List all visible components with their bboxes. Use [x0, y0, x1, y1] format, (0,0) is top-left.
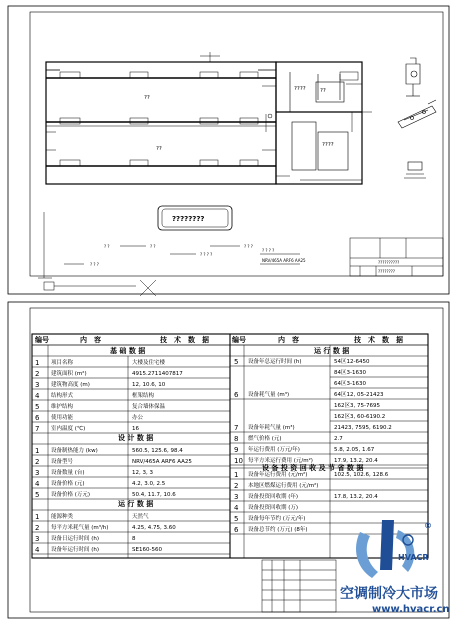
left-operation-row-value: 8	[132, 536, 136, 542]
section-running: 运 行 数 据	[118, 500, 154, 508]
watermark-url: www.hvacr.cn	[372, 604, 450, 615]
bottom-sheet-outer-frame	[8, 302, 449, 618]
right-row-no: 8	[234, 435, 239, 443]
left-operation-row-no: 3	[35, 535, 40, 543]
left-operation-row-no: 1	[35, 513, 40, 521]
watermark-logo-icon	[356, 532, 378, 578]
left-row-no: 3	[35, 381, 40, 389]
right-row-value: 64区3-1630	[334, 381, 366, 387]
right-row-no: 5	[234, 358, 239, 366]
title-block-line-1: ??????????	[378, 260, 400, 265]
left-equipment-row-label: 设备型号	[51, 459, 74, 465]
side-detail-drawings	[398, 58, 436, 178]
section-building: 基 础 数 据	[110, 347, 146, 355]
right-cost-row-label: 设备投资回收期 (万)	[248, 505, 299, 511]
title-block-line-2: ????????	[378, 269, 395, 274]
header-params-right: 技 术 数 据	[354, 336, 403, 344]
legend-label-4: ? ? ?	[90, 262, 99, 267]
left-equipment-row-no: 2	[35, 458, 40, 466]
left-row-value: 12, 10.6, 10	[132, 382, 166, 388]
right-cost-row-label: 本地区燃煤运行费用 (元/m²)	[248, 483, 319, 489]
right-row-label: 燃气价格 (元)	[248, 436, 282, 442]
top-sheet-inner-frame	[30, 12, 443, 276]
right-cost-row-no: 6	[234, 526, 239, 534]
left-equipment-row-value: 4.2, 3.0, 2.5	[132, 481, 166, 487]
small-revision-block	[262, 560, 336, 612]
right-cost-row-label: 设备总节约 (万元) (8年)	[248, 527, 308, 533]
bottom-sheet	[8, 302, 449, 618]
right-row-value: 64区12, 05-21423	[334, 392, 384, 398]
left-operation-row-no: 4	[35, 546, 40, 554]
title-block-top	[350, 238, 443, 276]
left-operation-row-label: 设备年运行时间 (h)	[51, 547, 100, 553]
right-cost-row-no: 5	[234, 515, 239, 523]
left-row-value: 4915.2711407817	[132, 371, 183, 377]
left-operation-row-label: 每平方米耗气量 (m³/h)	[51, 525, 109, 531]
right-row-value: 21423, 7595, 6190.2	[334, 425, 392, 431]
right-cost-row-no: 3	[234, 493, 239, 501]
left-equipment-row-label: 设备价格 (万元)	[51, 492, 91, 498]
header-no-right: 编号	[232, 336, 246, 344]
left-operation-row-value: 天然气	[132, 514, 149, 520]
left-equipment-row-label: 设备价格 (元)	[51, 481, 85, 487]
floor-plan	[46, 52, 372, 184]
right-cost-row-no: 2	[234, 482, 239, 490]
right-row-value: 17.9, 13.2, 20.4	[334, 458, 378, 464]
left-row-value: 16	[132, 426, 139, 432]
left-row-no: 4	[35, 392, 40, 400]
right-row-value: 84区3-1630	[334, 370, 366, 376]
left-equipment-row-no: 1	[35, 447, 40, 455]
room-label-b: ??	[156, 146, 162, 152]
right-row-label: 年运行费用 (万元/年)	[248, 447, 300, 453]
right-row-value: 162区3, 75-7695	[334, 403, 380, 409]
section-cost: 设 备 投 资 回 收 及 节 省 数 据	[262, 464, 364, 472]
left-equipment-row-no: 4	[35, 480, 40, 488]
left-equipment-row-value: 50.4, 11.7, 10.6	[132, 492, 176, 498]
right-row-no: 6	[234, 391, 239, 399]
left-row-label: 结构形式	[51, 393, 74, 399]
left-row-value: 复合墙体保温	[132, 404, 166, 410]
right-row-label: 设备耗气量 (m³)	[248, 392, 290, 398]
watermark-reg: ®	[424, 521, 432, 530]
left-row-no: 1	[35, 359, 40, 367]
legend-area	[38, 212, 300, 296]
header-no-left: 编号	[35, 336, 49, 344]
left-row-label: 室内温度 (℃)	[51, 426, 86, 432]
top-sheet-outer-frame	[8, 6, 449, 294]
left-equipment-row-label: 设备数量 (台)	[51, 470, 85, 476]
left-row-label: 项目名称	[51, 360, 74, 366]
right-row-no: 7	[234, 424, 239, 432]
right-cost-row-value: 17.8, 13.2, 20.4	[334, 494, 378, 500]
top-sheet	[8, 6, 449, 296]
room-label-e: ????	[322, 142, 334, 148]
left-operation-row-no: 2	[35, 524, 40, 532]
right-row-no: 10	[234, 457, 243, 465]
room-label-c: ????	[294, 86, 306, 92]
section-equipment: 设 计 数 据	[118, 434, 154, 442]
left-equipment-row-no: 5	[35, 491, 40, 499]
left-equipment-row-no: 3	[35, 469, 40, 477]
left-equipment-row-value: 12, 3, 3	[132, 470, 153, 476]
right-cost-row-label: 设备投资回收期 (年)	[248, 494, 299, 500]
right-cost-row-no: 4	[234, 504, 239, 512]
room-label-d: ??	[320, 88, 326, 94]
legend-label-2: ? ?	[150, 244, 156, 249]
left-row-no: 7	[35, 425, 40, 433]
right-cost-row-label: 设备年运行费用 (元/m²)	[248, 472, 308, 478]
room-label-a: ??	[144, 95, 150, 101]
left-row-value: 办公	[132, 415, 144, 421]
name-plate	[158, 206, 232, 230]
right-cost-row-value: 102.5, 102.6, 128.6	[334, 472, 389, 478]
legend-label-1: ? ?	[104, 244, 110, 249]
left-operation-row-label: 设备日运行时间 (h)	[51, 536, 100, 542]
left-equipment-row-value: 560.5, 125.6, 98.4	[132, 448, 183, 454]
name-plate-text: ????????	[172, 215, 205, 223]
table-rows	[35, 357, 392, 554]
section-operation-right: 运 行 数 据	[314, 347, 350, 355]
left-row-no: 6	[35, 414, 40, 422]
left-operation-row-value: 4.25, 4.75, 3.60	[132, 525, 176, 531]
right-row-value: 2.7	[334, 436, 343, 442]
header-content-right: 内 容	[278, 336, 299, 344]
header-content-left: 内 容	[80, 336, 101, 344]
right-cost-row-no: 1	[234, 471, 239, 479]
left-row-no: 2	[35, 370, 40, 378]
header-params-left: 技 术 数 据	[160, 336, 209, 344]
right-row-label: 设备年总运行时间 (h)	[248, 359, 302, 365]
left-row-value: 大楼及住宅楼	[132, 360, 166, 366]
left-row-label: 维护结构	[51, 404, 74, 410]
left-row-value: 框架结构	[132, 393, 155, 399]
left-row-label: 建筑面积 (m²)	[51, 371, 87, 377]
legend-label-3: ? ? ? ?	[200, 252, 213, 257]
spec-label-2: NRV/465A ARF6 AA25	[262, 258, 306, 263]
watermark-cn: 空调制冷大市场	[340, 586, 438, 602]
right-row-label: 每平方米运行费用 (元/m²)	[248, 458, 313, 464]
right-row-value: 5.8, 2.05, 1.67	[334, 447, 375, 453]
right-row-label: 设备年耗气量 (m³)	[248, 425, 295, 431]
left-equipment-row-label: 设备制热能力 (kw)	[51, 448, 98, 454]
right-row-value: 162区3, 60-6190.2	[334, 414, 386, 420]
legend-label-5: ? ? ?	[244, 244, 253, 249]
right-row-no: 9	[234, 446, 239, 454]
right-cost-row-label: 设备每年节约 (万元/年)	[248, 516, 306, 522]
left-row-label: 使用功能	[51, 415, 74, 421]
spec-label-1: ? ? ? ?	[262, 248, 275, 253]
left-row-no: 5	[35, 403, 40, 411]
right-row-value: 54区12-6450	[334, 359, 370, 365]
left-operation-row-label: 能源种类	[51, 514, 74, 520]
left-row-label: 建筑物高度 (m)	[51, 382, 90, 388]
watermark-brand: HVACR	[398, 553, 429, 562]
left-operation-row-value: SE160-560	[132, 547, 162, 553]
left-equipment-row-value: NRV/465A ARF6 AA25	[132, 459, 192, 465]
